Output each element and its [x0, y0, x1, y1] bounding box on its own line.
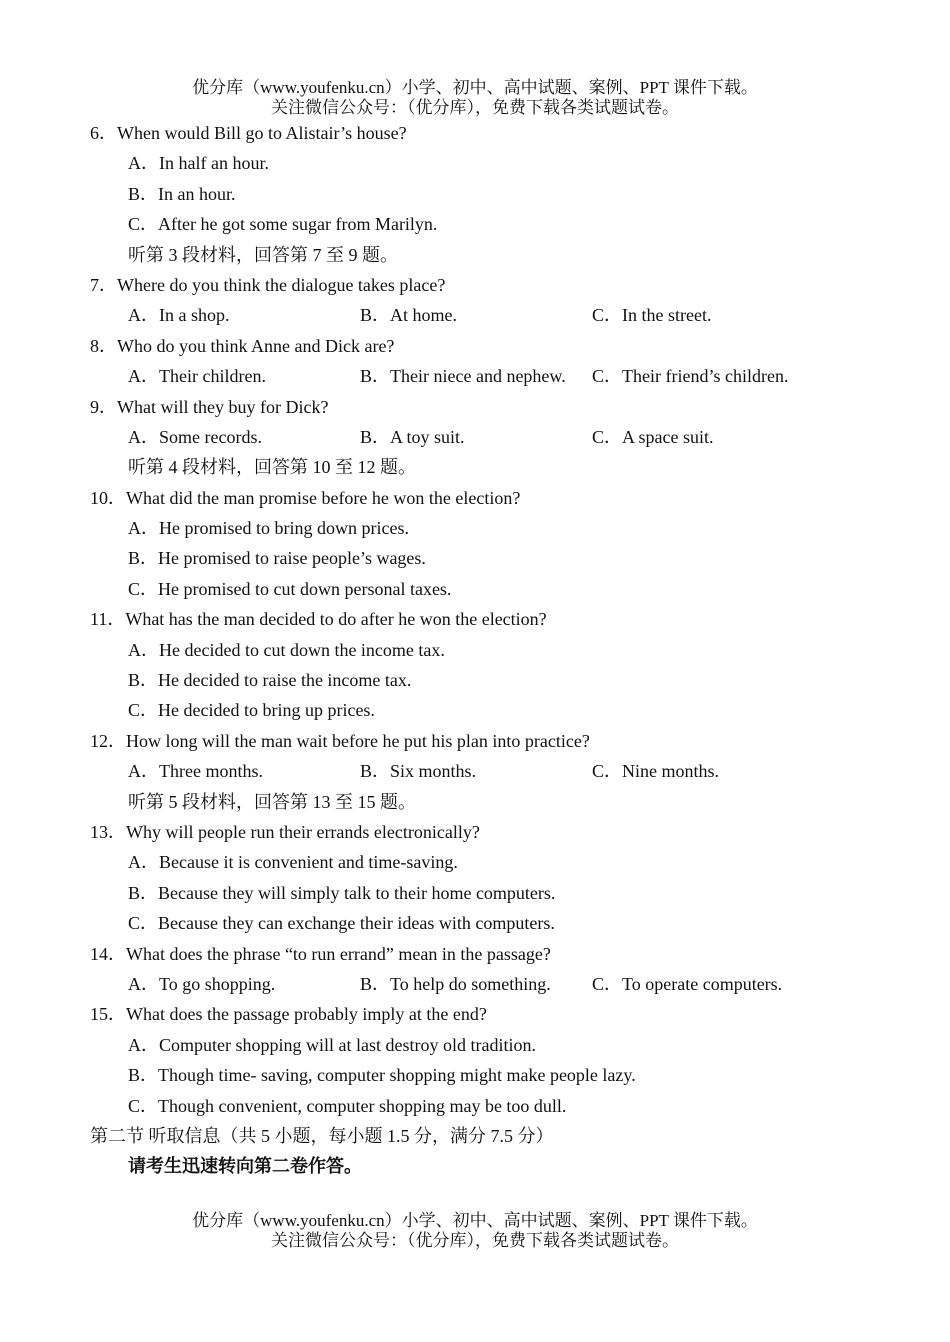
question-15-option-a: A．Computer shopping will at last destroy old tradition. — [128, 1034, 536, 1055]
question-8-option-c: C．Their friend’s children. — [592, 366, 789, 387]
question-12-options — [90, 756, 890, 786]
question-7-option-c: C．In the street. — [592, 305, 712, 326]
question-7-options — [90, 300, 890, 330]
question-10-option-b: B．He promised to raise people’s wages. — [128, 548, 426, 569]
footer-line-1: 优分库（www.youfenku.cn）小学、初中、高中试题、案例、PPT 课件下载。 — [192, 1211, 758, 1230]
question-12-option-b: B．Six months. — [360, 761, 477, 782]
question-7-stem: 7．Where do you think the dialogue takes place? — [90, 274, 446, 295]
question-8-options — [90, 361, 890, 391]
question-13-option-c: C．Because they can exchange their ideas with computers. — [128, 913, 555, 934]
question-9-option-b: B．A toy suit. — [360, 426, 465, 447]
section-4-instruction: 听第 4 段材料，回答第 10 至 12 题。 — [128, 457, 416, 478]
question-12-stem: 12．How long will the man wait before he put his plan into practice? — [90, 730, 590, 751]
header-line-2: 关注微信公众号：（优分库），免费下载各类试题试卷。 — [271, 98, 679, 117]
question-7-option-b: B．At home. — [360, 305, 457, 326]
question-9-stem: 9．What will they buy for Dick? — [90, 396, 329, 417]
question-9-option-a: A．Some records. — [128, 426, 262, 447]
question-14-option-c: C．To operate computers. — [592, 973, 783, 994]
question-11-stem: 11．What has the man decided to do after he won the election? — [90, 609, 547, 630]
question-13-stem: 13．Why will people run their errands electronically? — [90, 821, 480, 842]
question-9-option-c: C．A space suit. — [592, 426, 714, 447]
question-9-options — [90, 422, 890, 452]
question-6-option-b: B．In an hour. — [128, 183, 236, 204]
question-10-option-a: A．He promised to bring down prices. — [128, 518, 409, 539]
question-11-option-c: C．He decided to bring up prices. — [128, 700, 375, 721]
question-10-stem: 10．What did the man promise before he won the election? — [90, 487, 521, 508]
question-6-option-c: C．After he got some sugar from Marilyn. — [128, 214, 438, 235]
question-6-stem: 6．When would Bill go to Alistair’s house? — [90, 123, 407, 143]
question-14-option-a: A．To go shopping. — [128, 973, 276, 994]
section-3-instruction: 听第 3 段材料，回答第 7 至 9 题。 — [128, 244, 398, 265]
page-footer — [0, 1211, 950, 1251]
question-13-option-a: A．Because it is convenient and time-saving. — [128, 852, 458, 873]
question-8-option-b: B．Their niece and nephew. — [360, 366, 566, 387]
question-13-option-b: B．Because they will simply talk to their home computers. — [128, 882, 556, 903]
header-line-1: 优分库（www.youfenku.cn）小学、初中、高中试题、案例、PPT 课件下载。 — [192, 78, 758, 97]
question-7-option-a: A．In a shop. — [128, 305, 230, 326]
question-14-stem: 14．What does the phrase “to run errand” mean in the passage? — [90, 943, 551, 964]
question-10-option-c: C．He promised to cut down personal taxes. — [128, 578, 452, 599]
part-2-heading: 第二节 听取信息（共 5 小题，每小题 1.5 分，满分 7.5 分） — [90, 1125, 554, 1146]
question-6-option-a: A．In half an hour. — [128, 153, 269, 174]
exam-content — [90, 118, 890, 1182]
question-11-option-a: A．He decided to cut down the income tax. — [128, 639, 445, 660]
question-15-option-c: C．Though convenient, computer shopping may be too dull. — [128, 1095, 567, 1116]
question-8-stem: 8．Who do you think Anne and Dick are? — [90, 335, 395, 356]
part-2-instruction: 请考生迅速转向第二卷作答。 — [128, 1156, 362, 1177]
question-12-option-c: C．Nine months. — [592, 761, 720, 782]
question-12-option-a: A．Three months. — [128, 761, 263, 782]
footer-line-2: 关注微信公众号：（优分库），免费下载各类试题试卷。 — [271, 1231, 679, 1250]
question-8-option-a: A．Their children. — [128, 366, 266, 387]
section-5-instruction: 听第 5 段材料，回答第 13 至 15 题。 — [128, 791, 416, 812]
question-11-option-b: B．He decided to raise the income tax. — [128, 670, 412, 691]
question-14-options — [90, 969, 890, 999]
question-14-option-b: B．To help do something. — [360, 973, 551, 994]
question-15-stem: 15．What does the passage probably imply at the end? — [90, 1004, 487, 1025]
page-header — [0, 78, 950, 118]
question-15-option-b: B．Though time- saving, computer shopping might make people lazy. — [128, 1065, 636, 1086]
